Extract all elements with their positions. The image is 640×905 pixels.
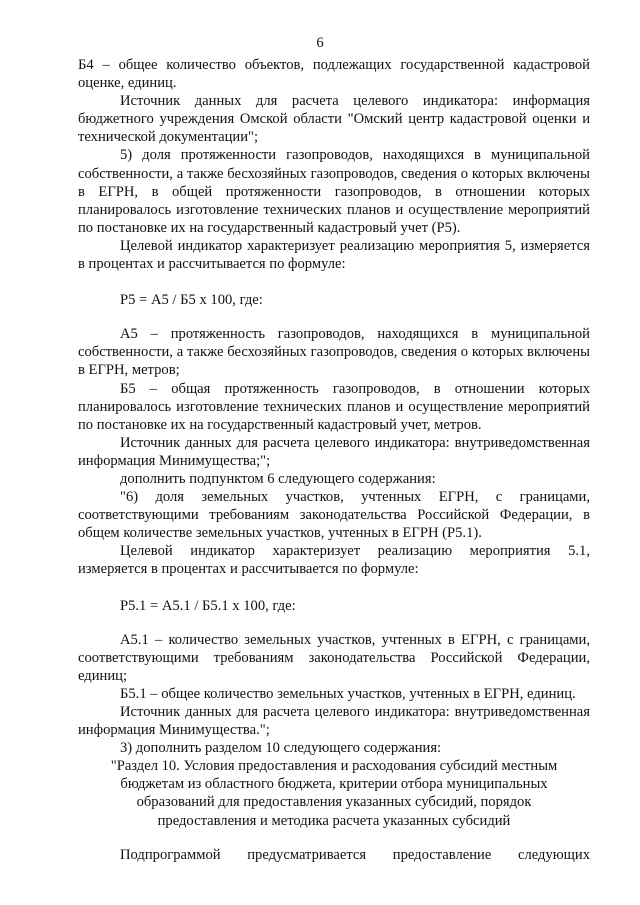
paragraph-indicator-5-1: Целевой индикатор характеризует реализацию мероприятия 5.1, измеряется в процентах и рассчитывается по формуле: xyxy=(78,543,590,578)
formula-p5: Р5 = А5 / Б5 х 100, где: xyxy=(120,292,263,309)
section-heading-line-4: предоставления и методика расчета указанных субсидий xyxy=(157,812,511,829)
paragraph-item-6: "6) доля земельных участков, учтенных ЕГРН, с границами, соответствующими требованиям законодательства Российской Федерации, в общем количестве земельных участков, учтенных в ЕГРН (Р5.1). xyxy=(78,489,590,542)
paragraph-a5-1-definition: А5.1 – количество земельных участков, учтенных в ЕГРН, с границами, соответствующими требованиям законодательства Российской Федерации, единиц; xyxy=(78,631,590,684)
paragraph-add-subitem-6: дополнить подпунктом 6 следующего содержания: xyxy=(120,470,436,487)
paragraph-a5-definition: А5 – протяженность газопроводов, находящихся в муниципальной собственности, а также бесхозяйных газопроводов, сведения о которых включены в ЕГРН, метров; xyxy=(78,326,590,379)
paragraph-data-source-cadastral: Источник данных для расчета целевого индикатора: информация бюджетного учреждения Омской области "Омский центр кадастровой оценки и технической документации"; xyxy=(78,93,590,146)
paragraph-data-source-ministry: Источник данных для расчета целевого индикатора: внутриведомственная информация Минимущества;"; xyxy=(78,434,590,469)
paragraph-item-5: 5) доля протяженности газопроводов, находящихся в муниципальной собственности, а также бесхозяйных газопроводов, сведения о которых включены в ЕГРН, в общей протяженности газопроводов, в отношении которых планировалось изготовление технических планов и осуществление мероприятий по постановке их на государственный кадастровый учет (Р5). xyxy=(78,147,590,236)
document-body xyxy=(78,56,590,864)
paragraph-indicator-5: Целевой индикатор характеризует реализацию мероприятия 5, измеряется в процентах и рассчитывается по формуле: xyxy=(78,237,590,273)
section-heading-line-3: образований для предоставления указанных субсидий, порядок xyxy=(136,794,532,811)
paragraph-subprogram: Подпрограммой предусматривается предоставление следующих xyxy=(120,846,590,863)
section-heading-line-1: "Раздел 10. Условия предоставления и расходования субсидий местным xyxy=(110,758,558,775)
paragraph-data-source-ministry-2: Источник данных для расчета целевого индикатора: внутриведомственная информация Минимущества."; xyxy=(78,704,590,739)
section-heading-line-2: бюджетам из областного бюджета, критерии отбора муниципальных xyxy=(120,776,548,793)
paragraph-b5-1-definition: Б5.1 – общее количество земельных участков, учтенных в ЕГРН, единиц. xyxy=(120,685,576,702)
paragraph-b4-definition: Б4 – общее количество объектов, подлежащих государственной кадастровой оценке, единиц. xyxy=(78,57,590,92)
page-number: 6 xyxy=(316,35,324,51)
paragraph-add-section-10: 3) дополнить разделом 10 следующего содержания: xyxy=(120,740,442,757)
paragraph-b5-definition: Б5 – общая протяженность газопроводов, в отношении которых планировалось изготовление технических планов и осуществление мероприятий по постановке их на государственный кадастровый учет, метров. xyxy=(78,380,590,433)
formula-p5-1: Р5.1 = А5.1 / Б5.1 х 100, где: xyxy=(120,597,296,614)
